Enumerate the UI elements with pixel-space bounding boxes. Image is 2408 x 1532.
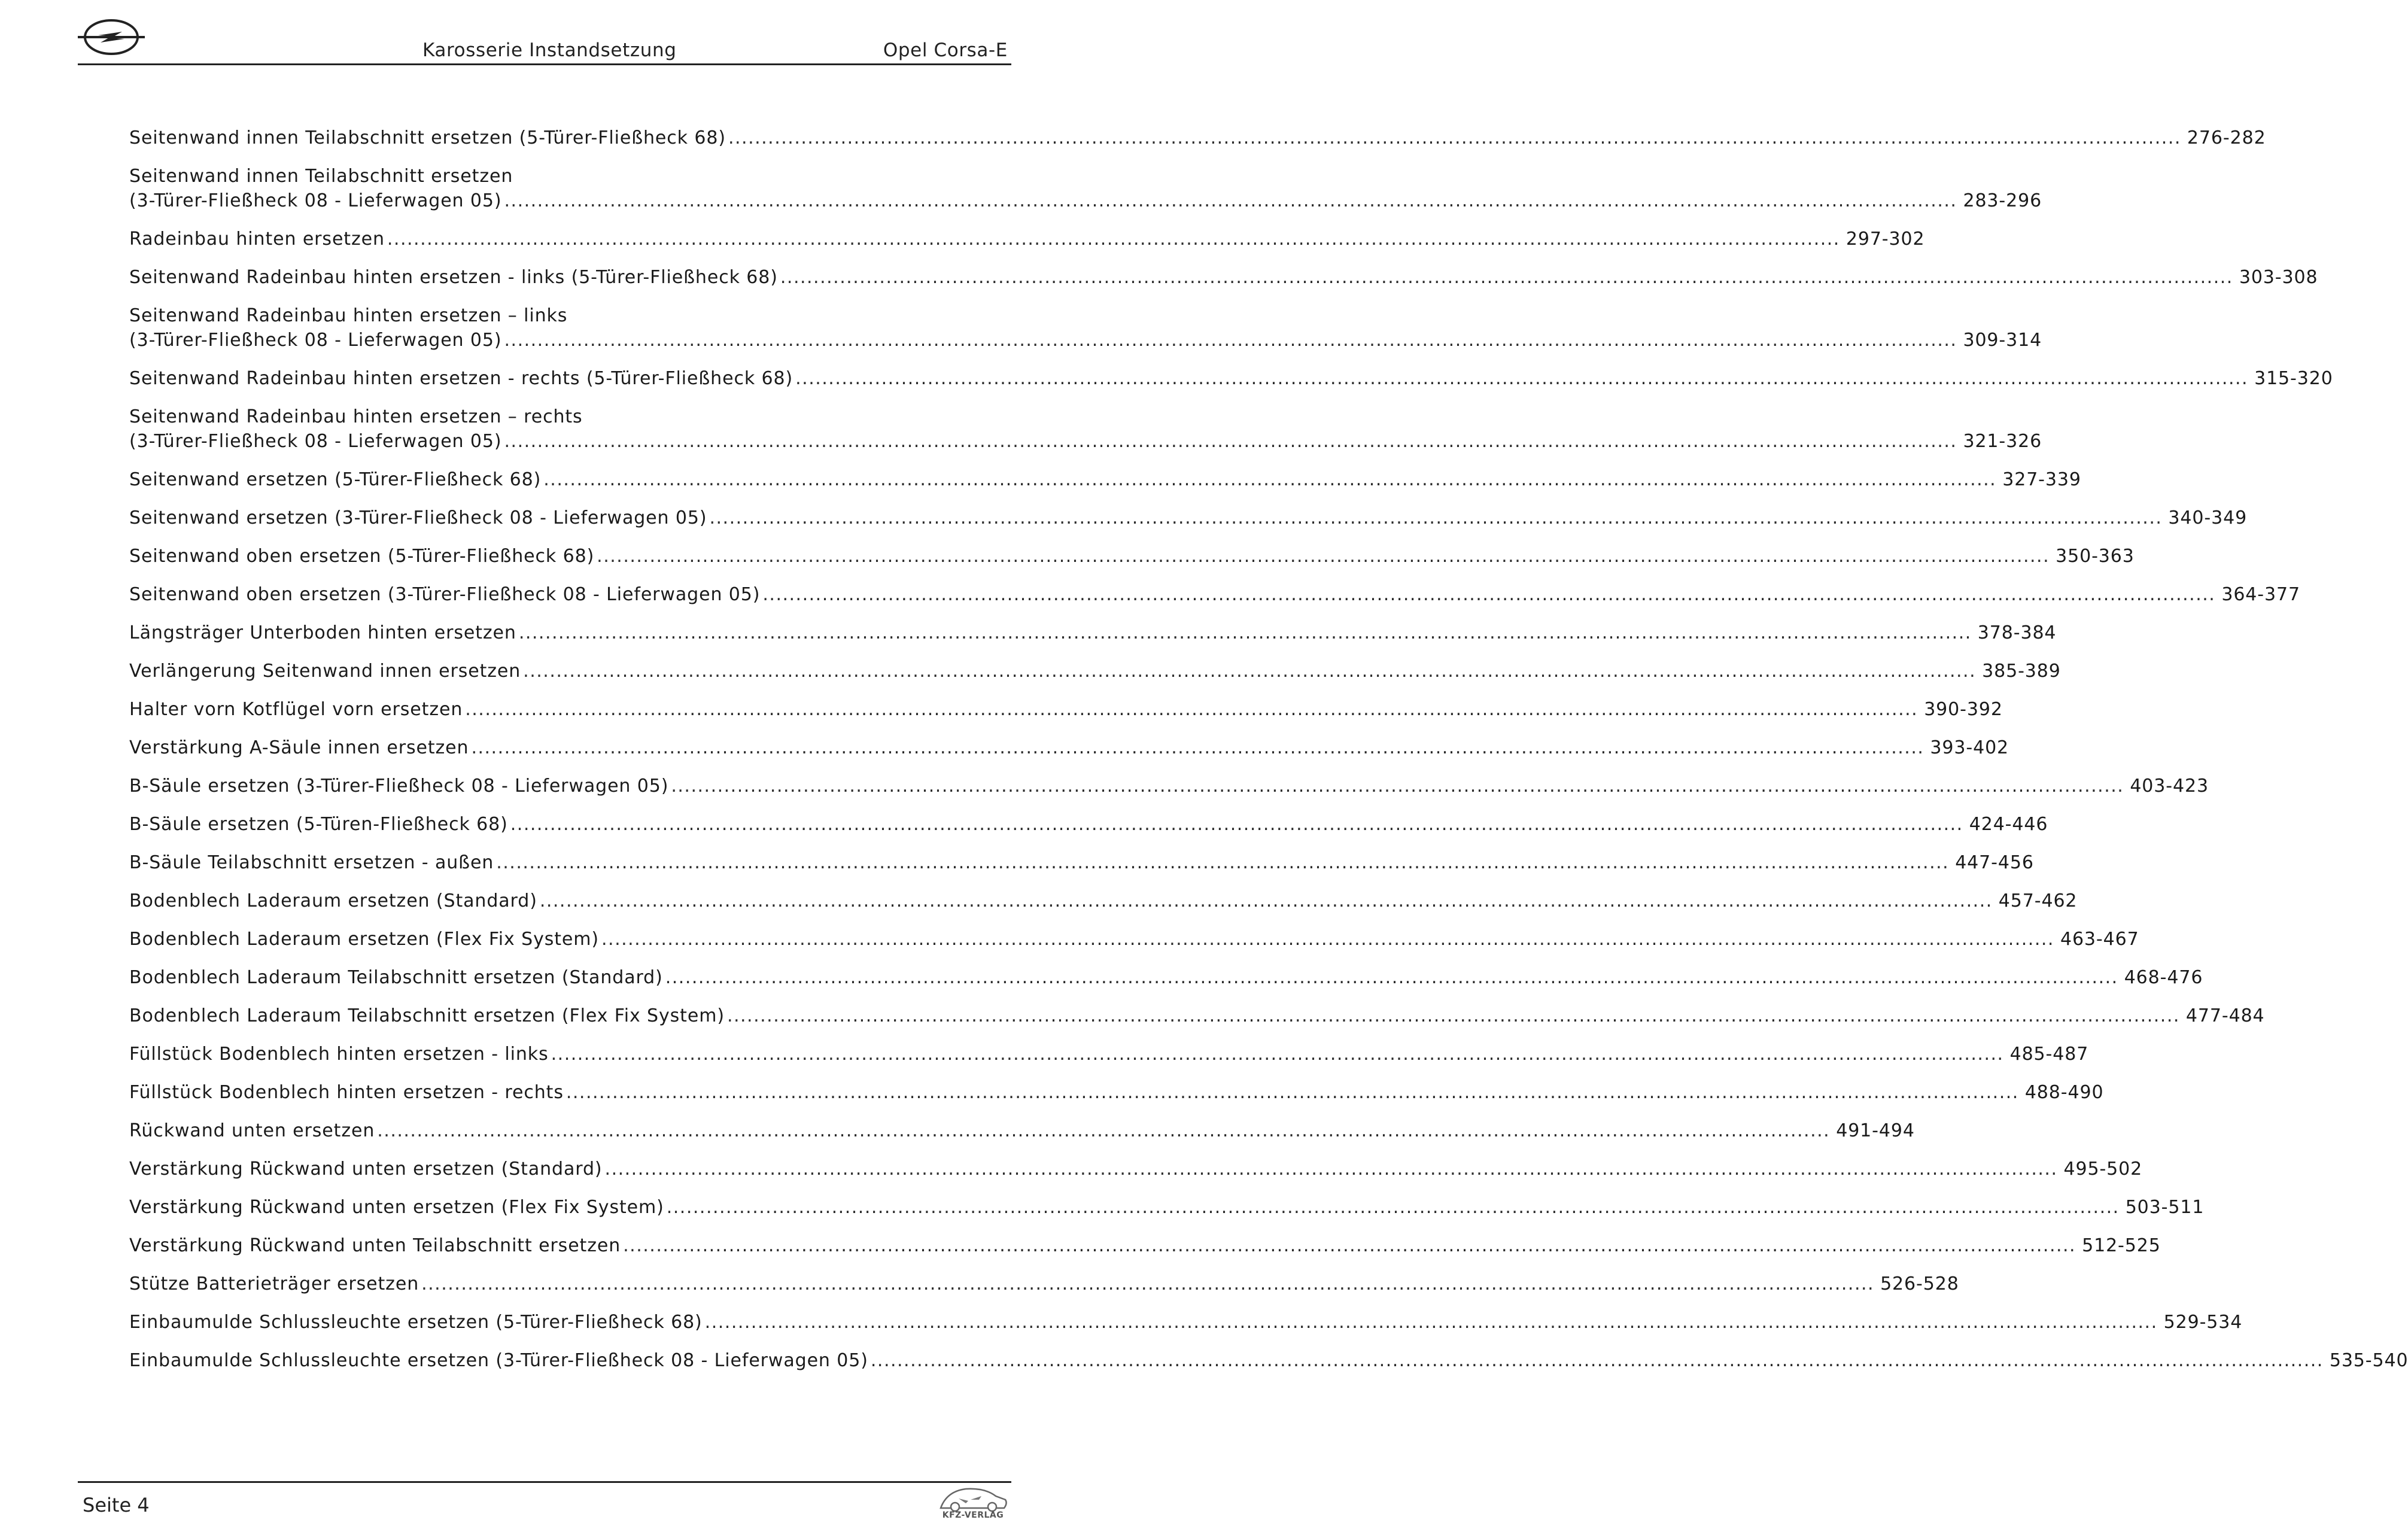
toc-entry: [129, 927, 2139, 952]
toc-entry-title: (3-Türer-Fließheck 08 - Lieferwagen 05): [129, 190, 502, 211]
toc-dot-leader: ............................................................................................................................................................................................................................: [709, 507, 2163, 528]
toc-dot-leader: ............................................................................................................................................................................................................................: [496, 852, 1950, 873]
toc-entry-pages: 385-389: [1982, 661, 2061, 682]
toc-entry-pages: 529-534: [2163, 1312, 2243, 1333]
toc-entry-title: (3-Türer-Fließheck 08 - Lieferwagen 05): [129, 330, 502, 351]
toc-line: [129, 227, 1925, 251]
toc-entry-title: Längsträger Unterboden hinten ersetzen: [129, 622, 516, 643]
toc-entry: [129, 1004, 2265, 1028]
toc-entry-pages: 447-456: [1955, 852, 2034, 873]
toc-dot-leader: ............................................................................................................................................................................................................................: [543, 469, 1997, 490]
toc-entry-title: Seitenwand innen Teilabschnitt ersetzen (5-Türer-Fließheck 68): [129, 127, 726, 148]
toc-entry-title: Seitenwand Radeinbau hinten ersetzen - rechts (5-Türer-Fließheck 68): [129, 368, 793, 389]
table-of-contents: [129, 126, 2408, 1387]
toc-dot-leader: ............................................................................................................................................................................................................................: [726, 1005, 2180, 1026]
toc-dot-leader: ............................................................................................................................................................................................................................: [421, 1273, 1875, 1294]
toc-entry-pages: 393-402: [1930, 737, 2009, 758]
toc-line: [129, 429, 2042, 454]
toc-line: [129, 164, 960, 189]
toc-line: [129, 1080, 2104, 1105]
toc-line: [129, 328, 2042, 352]
toc-dot-leader: ............................................................................................................................................................................................................................: [539, 890, 1993, 911]
toc-entry-title: B-Säule Teilabschnitt ersetzen - außen: [129, 852, 494, 873]
toc-entry-title: Seitenwand oben ersetzen (3-Türer-Fließheck 08 - Lieferwagen 05): [129, 584, 761, 605]
toc-entry-title: Seitenwand oben ersetzen (5-Türer-Fließheck 68): [129, 546, 595, 567]
toc-entry-pages: 457-462: [1998, 890, 2078, 911]
toc-line: [129, 366, 2333, 391]
toc-line: [129, 544, 2135, 569]
toc-entry-pages: 378-384: [1977, 622, 2057, 643]
toc-line: [129, 659, 2061, 683]
toc-entry-title: Seitenwand ersetzen (5-Türer-Fließheck 68): [129, 469, 542, 490]
toc-entry-pages: 463-467: [2060, 929, 2139, 950]
toc-entry-pages: 468-476: [2124, 967, 2203, 988]
toc-entry: [129, 850, 2034, 875]
toc-entry-title: Seitenwand Radeinbau hinten ersetzen - links (5-Türer-Fließheck 68): [129, 267, 778, 288]
toc-entry: [129, 405, 2042, 454]
toc-line: [129, 467, 2081, 492]
toc-line: [129, 1042, 2089, 1066]
toc-line: [129, 889, 2078, 913]
toc-line: [129, 1272, 1959, 1296]
toc-line: [129, 1118, 1915, 1143]
toc-dot-leader: ............................................................................................................................................................................................................................: [377, 1120, 1831, 1141]
toc-dot-leader: ............................................................................................................................................................................................................................: [666, 1197, 2120, 1218]
toc-entry: [129, 366, 2333, 391]
toc-entry: [129, 303, 2042, 352]
toc-dot-leader: ............................................................................................................................................................................................................................: [387, 229, 1840, 250]
toc-line: [129, 965, 2203, 990]
toc-entry: [129, 544, 2135, 569]
toc-line: [129, 1195, 2205, 1220]
toc-entry: [129, 697, 2003, 722]
toc-entry: [129, 227, 1925, 251]
toc-line: [129, 126, 2266, 150]
toc-line: [129, 1157, 2143, 1181]
toc-dot-leader: ............................................................................................................................................................................................................................: [465, 699, 1919, 720]
toc-dot-leader: ............................................................................................................................................................................................................................: [518, 622, 1972, 643]
toc-entry-pages: 276-282: [2187, 127, 2266, 148]
toc-entry: [129, 1157, 2143, 1181]
toc-line: [129, 1004, 2265, 1028]
page-header: [78, 12, 1011, 65]
toc-entry-pages: 526-528: [1880, 1273, 1959, 1294]
toc-line: [129, 1348, 2408, 1373]
page-number: Seite 4: [83, 1494, 150, 1516]
toc-dot-leader: ............................................................................................................................................................................................................................: [762, 584, 2216, 605]
toc-entry-title: Bodenblech Laderaum Teilabschnitt ersetzen (Flex Fix System): [129, 1005, 725, 1026]
toc-entry: [129, 812, 2048, 837]
toc-entry-title: Bodenblech Laderaum ersetzen (Standard): [129, 890, 537, 911]
toc-entry-title: Seitenwand ersetzen (3-Türer-Fließheck 08 - Lieferwagen 05): [129, 507, 707, 528]
toc-line: [129, 621, 2057, 645]
toc-entry-pages: 321-326: [1963, 431, 2042, 452]
toc-entry: [129, 582, 2300, 607]
toc-entry-title: Füllstück Bodenblech hinten ersetzen - links: [129, 1044, 549, 1065]
toc-dot-leader: ............................................................................................................................................................................................................................: [604, 1159, 2058, 1180]
toc-line: [129, 812, 2048, 837]
toc-dot-leader: ............................................................................................................................................................................................................................: [665, 967, 2118, 988]
toc-dot-leader: ............................................................................................................................................................................................................................: [504, 431, 1957, 452]
toc-entry-pages: 315-320: [2254, 368, 2333, 389]
toc-entry-pages: 503-511: [2125, 1197, 2205, 1218]
toc-line: [129, 303, 960, 328]
toc-entry: [129, 126, 2266, 150]
toc-entry-title: Stütze Batterieträger ersetzen: [129, 1273, 419, 1294]
toc-dot-leader: ............................................................................................................................................................................................................................: [704, 1312, 2158, 1333]
toc-entry-pages: 303-308: [2239, 267, 2318, 288]
toc-entry-title: Seitenwand Radeinbau hinten ersetzen – rechts: [129, 406, 583, 427]
toc-dot-leader: ............................................................................................................................................................................................................................: [504, 190, 1957, 211]
toc-entry-pages: 403-423: [2130, 776, 2209, 797]
toc-entry-pages: 485-487: [2009, 1044, 2089, 1065]
toc-entry-title: Bodenblech Laderaum ersetzen (Flex Fix System): [129, 929, 599, 950]
toc-entry: [129, 1080, 2104, 1105]
toc-entry-pages: 535-540: [2329, 1350, 2408, 1371]
toc-entry-title: (3-Türer-Fließheck 08 - Lieferwagen 05): [129, 431, 502, 452]
header-title: Karosserie Instandsetzung: [422, 39, 677, 61]
toc-entry: [129, 889, 2078, 913]
toc-entry: [129, 1118, 1915, 1143]
page-footer: [78, 1481, 1011, 1531]
header-model: Opel Corsa-E: [883, 39, 1008, 61]
toc-entry-title: Verstärkung A-Säule innen ersetzen: [129, 737, 469, 758]
toc-entry: [129, 467, 2081, 492]
toc-entry-title: Halter vorn Kotflügel vorn ersetzen: [129, 699, 463, 720]
toc-dot-leader: ............................................................................................................................................................................................................................: [523, 661, 1977, 682]
toc-dot-leader: ............................................................................................................................................................................................................................: [551, 1044, 2004, 1065]
kfz-verlag-logo-icon: [935, 1484, 1011, 1528]
toc-entry: [129, 164, 2042, 213]
toc-line: [129, 1310, 2243, 1335]
toc-dot-leader: ............................................................................................................................................................................................................................: [623, 1235, 2076, 1256]
toc-entry-title: Rückwand unten ersetzen: [129, 1120, 375, 1141]
toc-line: [129, 582, 2300, 607]
toc-line: [129, 1233, 2161, 1258]
toc-line: [129, 189, 2042, 213]
toc-entry: [129, 621, 2057, 645]
toc-entry: [129, 506, 2248, 530]
toc-entry-pages: 283-296: [1963, 190, 2042, 211]
toc-line: [129, 405, 960, 429]
toc-entry-pages: 424-446: [1969, 814, 2048, 835]
toc-entry: [129, 1348, 2408, 1373]
toc-dot-leader: ............................................................................................................................................................................................................................: [471, 737, 1924, 758]
toc-line: [129, 697, 2003, 722]
toc-entry-pages: 297-302: [1845, 229, 1925, 250]
toc-entry-title: Seitenwand Radeinbau hinten ersetzen – links: [129, 305, 568, 326]
toc-entry: [129, 1272, 1959, 1296]
toc-dot-leader: ............................................................................................................................................................................................................................: [504, 330, 1957, 351]
toc-entry: [129, 965, 2203, 990]
toc-entry-title: Seitenwand innen Teilabschnitt ersetzen: [129, 166, 513, 187]
toc-entry-title: Einbaumulde Schlussleuchte ersetzen (5-Türer-Fließheck 68): [129, 1312, 703, 1333]
toc-entry: [129, 1195, 2205, 1220]
toc-dot-leader: ............................................................................................................................................................................................................................: [565, 1082, 2019, 1103]
opel-logo-icon: [78, 17, 145, 57]
toc-entry-title: Einbaumulde Schlussleuchte ersetzen (3-Türer-Fließheck 08 - Lieferwagen 05): [129, 1350, 868, 1371]
toc-entry-pages: 340-349: [2168, 507, 2248, 528]
toc-line: [129, 506, 2248, 530]
toc-entry-pages: 495-502: [2063, 1159, 2143, 1180]
toc-entry-pages: 477-484: [2185, 1005, 2265, 1026]
toc-entry: [129, 1310, 2243, 1335]
toc-entry-title: Füllstück Bodenblech hinten ersetzen - rechts: [129, 1082, 564, 1103]
toc-entry-pages: 327-339: [2002, 469, 2081, 490]
toc-entry-title: Verstärkung Rückwand unten ersetzen (Flex Fix System): [129, 1197, 664, 1218]
toc-dot-leader: ............................................................................................................................................................................................................................: [597, 546, 2050, 567]
toc-entry-pages: 488-490: [2024, 1082, 2104, 1103]
publisher-logo-text: KFZ-VERLAG: [942, 1510, 1004, 1520]
toc-line: [129, 735, 2009, 760]
toc-entry-title: Radeinbau hinten ersetzen: [129, 229, 385, 250]
toc-dot-leader: ............................................................................................................................................................................................................................: [510, 814, 1963, 835]
toc-entry: [129, 774, 2209, 798]
toc-entry-title: B-Säule ersetzen (3-Türer-Fließheck 08 - Lieferwagen 05): [129, 776, 669, 797]
toc-line: [129, 265, 2318, 290]
toc-dot-leader: ............................................................................................................................................................................................................................: [780, 267, 2233, 288]
toc-entry-pages: 364-377: [2221, 584, 2300, 605]
toc-entry: [129, 265, 2318, 290]
toc-dot-leader: ............................................................................................................................................................................................................................: [795, 368, 2249, 389]
toc-dot-leader: ............................................................................................................................................................................................................................: [728, 127, 2181, 148]
toc-entry-pages: 512-525: [2082, 1235, 2161, 1256]
toc-dot-leader: ............................................................................................................................................................................................................................: [601, 929, 2054, 950]
toc-entry-title: Verlängerung Seitenwand innen ersetzen: [129, 661, 521, 682]
toc-dot-leader: ............................................................................................................................................................................................................................: [870, 1350, 2324, 1371]
toc-line: [129, 850, 2034, 875]
toc-entry-title: Verstärkung Rückwand unten ersetzen (Standard): [129, 1159, 603, 1180]
toc-dot-leader: ............................................................................................................................................................................................................................: [671, 776, 2124, 797]
toc-entry-pages: 491-494: [1836, 1120, 1915, 1141]
toc-entry-pages: 350-363: [2056, 546, 2135, 567]
toc-entry-pages: 309-314: [1963, 330, 2042, 351]
toc-entry: [129, 735, 2009, 760]
toc-entry: [129, 659, 2061, 683]
toc-entry-title: Verstärkung Rückwand unten Teilabschnitt ersetzen: [129, 1235, 621, 1256]
toc-entry: [129, 1233, 2161, 1258]
toc-line: [129, 927, 2139, 952]
toc-entry-title: Bodenblech Laderaum Teilabschnitt ersetzen (Standard): [129, 967, 663, 988]
toc-entry: [129, 1042, 2089, 1066]
toc-line: [129, 774, 2209, 798]
toc-entry-title: B-Säule ersetzen (5-Türen-Fließheck 68): [129, 814, 508, 835]
toc-entry-pages: 390-392: [1924, 699, 2003, 720]
